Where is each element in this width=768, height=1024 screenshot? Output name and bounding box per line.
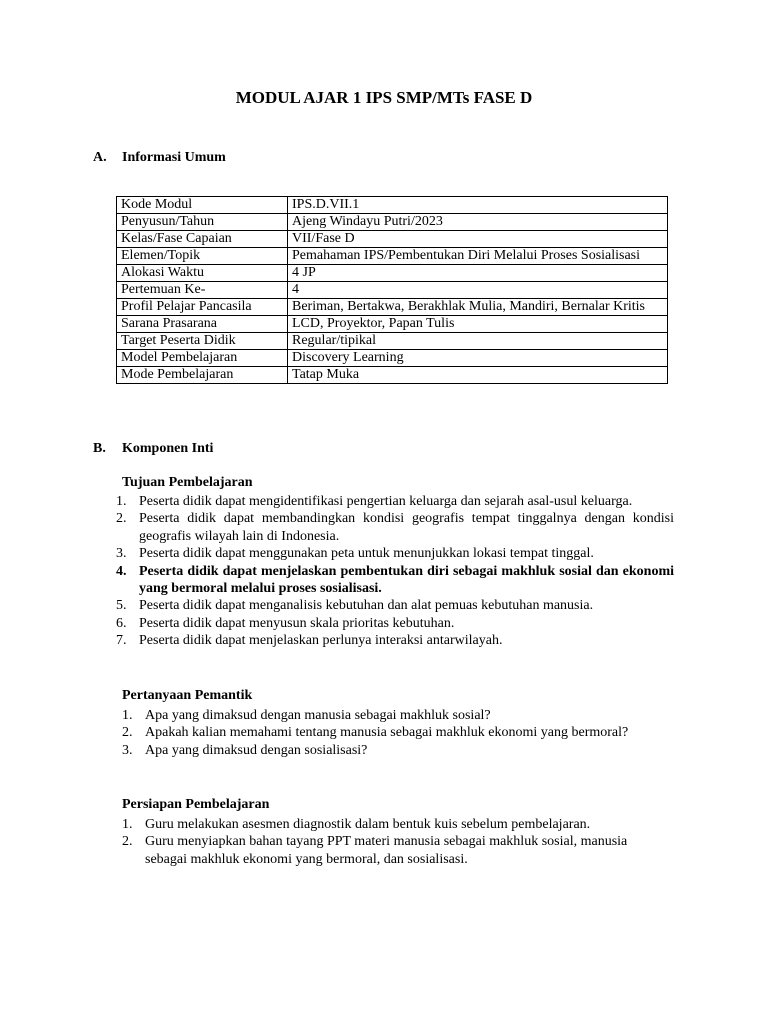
tujuan-list: [116, 493, 674, 650]
table-value: 4: [288, 282, 668, 299]
table-value: IPS.D.VII.1: [288, 197, 668, 214]
list-item: [122, 742, 635, 759]
table-key: Alokasi Waktu: [117, 265, 288, 282]
list-item: [116, 493, 674, 510]
table-value: VII/Fase D: [288, 231, 668, 248]
table-row: [117, 248, 668, 265]
list-item: [122, 833, 645, 868]
table-value: LCD, Proyektor, Papan Tulis: [288, 316, 668, 333]
table-key: Penyusun/Tahun: [117, 214, 288, 231]
table-row: [117, 299, 668, 316]
table-key: Mode Pembelajaran: [117, 367, 288, 384]
list-number: 2.: [122, 725, 133, 741]
table-value: Pemahaman IPS/Pembentukan Diri Melalui Proses Sosialisasi: [288, 248, 668, 265]
section-a-number: A.: [93, 150, 107, 165]
table-key: Elemen/Topik: [117, 248, 288, 265]
table-row: [117, 282, 668, 299]
table-row: [117, 316, 668, 333]
table-key: Target Peserta Didik: [117, 333, 288, 350]
section-a-title: Informasi Umum: [122, 150, 226, 165]
list-number: 7.: [116, 633, 127, 649]
table-value: Beriman, Bertakwa, Berakhlak Mulia, Mandiri, Bernalar Kritis: [288, 299, 668, 316]
list-item: [116, 632, 674, 649]
table-row: [117, 214, 668, 231]
table-value: Regular/tipikal: [288, 333, 668, 350]
table-key: Kode Modul: [117, 197, 288, 214]
list-text: Guru melakukan asesmen diagnostik dalam bentuk kuis sebelum pembelajaran.: [145, 817, 591, 832]
section-b-number: B.: [93, 441, 106, 456]
list-number: 3.: [116, 546, 127, 562]
document-title: MODUL AJAR 1 IPS SMP/MTs FASE D: [235, 88, 533, 107]
list-text: Peserta didik dapat menjelaskan pembentukan diri sebagai makhluk sosial dan ekonomi yang bermoral melalui proses sosialisasi.: [139, 563, 674, 597]
list-text: Peserta didik dapat mengidentifikasi pengertian keluarga dan sejarah asal-usul keluarga.: [139, 494, 633, 509]
list-item: [116, 615, 674, 632]
list-number: 2.: [116, 511, 127, 527]
list-item: [116, 545, 674, 562]
table-key: Sarana Prasarana: [117, 316, 288, 333]
persiapan-list: [122, 816, 645, 868]
table-row: [117, 333, 668, 350]
list-item: [116, 597, 674, 614]
pertanyaan-list: [122, 707, 635, 759]
list-number: 6.: [116, 615, 127, 631]
list-number: 1.: [122, 708, 133, 723]
table-row: [117, 265, 668, 282]
list-text: Peserta didik dapat menjelaskan perlunya interaksi antarwilayah.: [139, 633, 503, 649]
table-key: Kelas/Fase Capaian: [117, 231, 288, 248]
table-value: Ajeng Windayu Putri/2023: [288, 214, 668, 231]
list-text: Guru menyiapkan bahan tayang PPT materi manusia sebagai makhluk sosial, manusia sebagai makhluk ekonomi yang bermoral, dan sosialisasi.: [145, 834, 628, 867]
list-number: 5.: [116, 598, 127, 614]
list-text: Apa yang dimaksud dengan manusia sebagai makhluk sosial?: [145, 708, 491, 723]
info-table: [116, 196, 668, 384]
list-text: Peserta didik dapat menggunakan peta untuk menunjukkan lokasi tempat tinggal.: [139, 546, 594, 562]
list-number: 3.: [122, 742, 133, 758]
table-value: 4 JP: [288, 265, 668, 282]
list-number: 1.: [122, 817, 133, 832]
list-item: [122, 816, 645, 833]
table-row: [117, 367, 668, 384]
section-b-heading: [93, 441, 213, 457]
list-item: [116, 563, 674, 598]
list-text: Apakah kalian memahami tentang manusia sebagai makhluk ekonomi yang bermoral?: [145, 725, 629, 741]
persiapan-heading: Persiapan Pembelajaran: [122, 797, 270, 812]
list-number: 1.: [116, 494, 127, 509]
table-value: Discovery Learning: [288, 350, 668, 367]
table-key: Pertemuan Ke-: [117, 282, 288, 299]
table-value: Tatap Muka: [288, 367, 668, 384]
table-row: [117, 231, 668, 248]
section-a-heading: [93, 150, 226, 166]
table-row: [117, 350, 668, 367]
list-text: Apa yang dimaksud dengan sosialisasi?: [145, 742, 368, 758]
table-key: Profil Pelajar Pancasila: [117, 299, 288, 316]
tujuan-heading: Tujuan Pembelajaran: [122, 475, 253, 490]
section-b-title: Komponen Inti: [122, 441, 214, 456]
list-item: [116, 510, 674, 545]
list-number: 4.: [116, 563, 127, 579]
pertanyaan-heading: Pertanyaan Pemantik: [122, 688, 253, 703]
list-item: [122, 707, 635, 724]
table-row: [117, 197, 668, 214]
table-key: Model Pembelajaran: [117, 350, 288, 367]
list-text: Peserta didik dapat menyusun skala prioritas kebutuhan.: [139, 615, 455, 631]
list-text: Peserta didik dapat menganalisis kebutuhan dan alat pemuas kebutuhan manusia.: [139, 598, 594, 614]
list-item: [122, 724, 635, 741]
list-text: Peserta didik dapat membandingkan kondisi geografis tempat tinggalnya dengan kondisi geografis wilayah lain di Indonesia.: [139, 511, 674, 544]
list-number: 2.: [122, 834, 133, 850]
